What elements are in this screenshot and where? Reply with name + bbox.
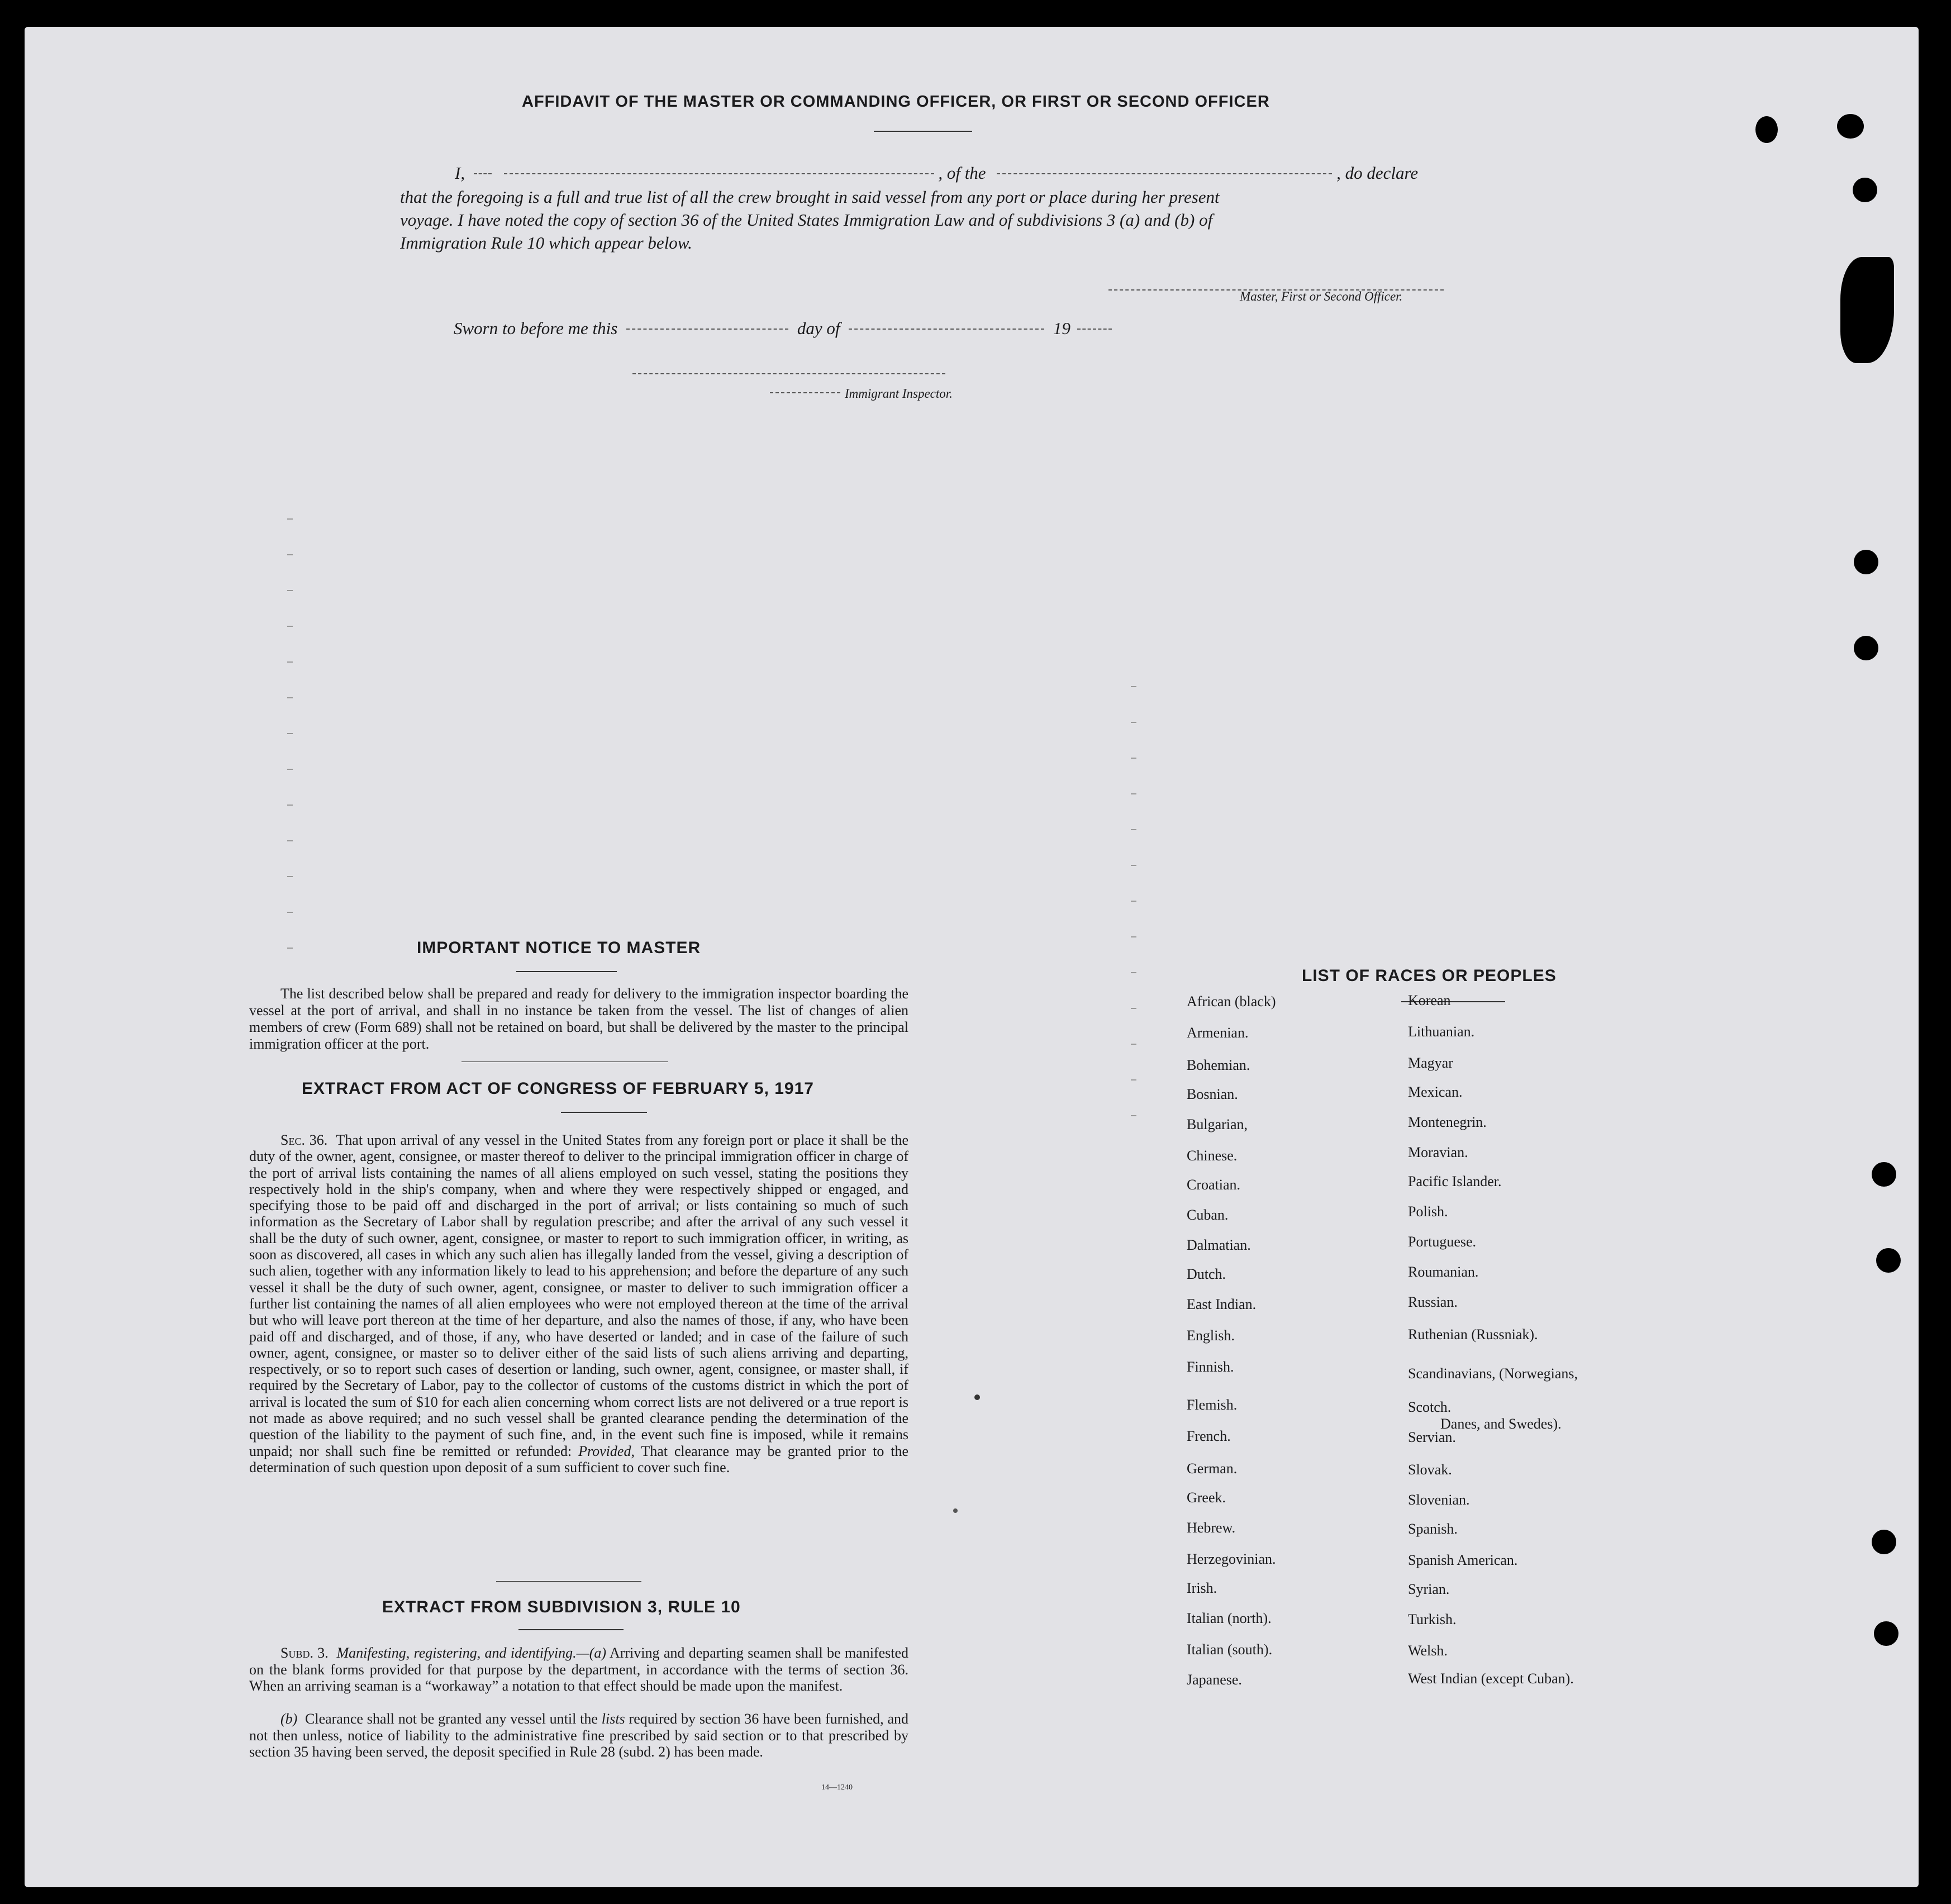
race-item: Italian (north). — [1187, 1610, 1272, 1626]
race-item: Herzegovinian. — [1187, 1551, 1276, 1567]
race-item: Armenian. — [1187, 1025, 1249, 1041]
subd-text-b1: Clearance shall not be granted any vessel until the — [305, 1711, 598, 1727]
margin-tick — [287, 805, 293, 806]
race-item: Bohemian. — [1187, 1057, 1250, 1073]
margin-tick — [287, 840, 293, 841]
race-item: Polish. — [1408, 1203, 1448, 1220]
affidavit-body-line-4: Immigration Rule 10 which appear below. — [400, 233, 692, 253]
do-declare-label: , do declare — [1336, 163, 1419, 183]
margin-tick — [1131, 758, 1136, 759]
affidavit-body-line-3: voyage. I have noted the copy of section 36 of the United States Immigration Law and of subdivisions 3 (a) and (b) of — [400, 210, 1213, 230]
provided-word: Provided, — [578, 1443, 635, 1459]
torn-edge-mark — [1840, 257, 1894, 363]
races-title: LIST OF RACES OR PEOPLES — [1302, 967, 1557, 985]
race-item: Roumanian. — [1408, 1264, 1479, 1280]
race-item: Hebrew. — [1187, 1520, 1236, 1536]
race-item: Portuguese. — [1408, 1234, 1477, 1250]
margin-tick — [287, 554, 293, 555]
margin-tick — [287, 661, 293, 663]
title-underline — [874, 131, 972, 132]
margin-tick — [287, 697, 293, 698]
i-label: I, — [455, 163, 465, 183]
punch-hole — [1876, 1248, 1901, 1273]
race-item: Bulgarian, — [1187, 1116, 1248, 1132]
margin-tick — [287, 876, 293, 877]
race-item: Pacific Islander. — [1408, 1173, 1502, 1189]
punch-hole — [1854, 636, 1878, 660]
race-item: Mexican. — [1408, 1084, 1463, 1100]
race-item: Croatian. — [1187, 1177, 1241, 1193]
race-item: Welsh. — [1408, 1643, 1448, 1659]
margin-tick — [1131, 1044, 1136, 1045]
race-item-continuation: Danes, and Swedes). — [1440, 1416, 1562, 1432]
race-item: Slovak. — [1408, 1462, 1452, 1478]
race-item: African (black) — [1187, 993, 1276, 1010]
race-item: Lithuanian. — [1408, 1024, 1475, 1040]
race-item: Russian. — [1408, 1294, 1458, 1310]
race-item: Scotch. — [1408, 1399, 1452, 1415]
race-item: Italian (south). — [1187, 1641, 1273, 1658]
act-divider — [496, 1581, 641, 1582]
margin-tick — [1131, 829, 1136, 830]
race-item: Greek. — [1187, 1489, 1226, 1506]
margin-tick — [1131, 972, 1136, 973]
sec-36-text: That upon arrival of any vessel in the United States from any foreign port or place it shall be the duty of the owner, agent, consignee, or master thereof to deliver to the principal immigration officer in charge of the port of arrival lists containing the names of all aliens employed on such vessel, stating the positions they respectively hold in the ship's company, when and where they were respectively shipped or engaged, and specifying those to be paid off and discharged in the port of arrival; or lists containing so much of such information as the Secretary of Labor shall by regulation prescribe; and after the arrival of any such vessel it shall be the duty of such owner, agent, consignee, or master to report to such immigration officer, in writing, as soon as discovered, all cases in which any such alien has illegally landed from the vessel, giving a description of such alien, together with any information likely to lead to his apprehension; and before the departure of any such vessel it shall be the duty of such owner, agent, consignee, or master to deliver to such immigration officer a further list containing the names of all alien employees who were not employed thereon at the time of the arrival but who will leave port thereon at the time of her departure, and also the names of those, if any, who have been paid off and discharged, and of those, if any, who have deserted or landed; and in case of the failure of such owner, agent, consignee, or master so to deliver either of the said lists of such aliens arriving and departing, respectively, or so to report such cases of desertion or landing, such owner, agent, consignee, or master shall, if required by the Secretary of Labor, pay to the collector of customs of the customs district in which the port of arrival is located the sum of $10 for each alien concerning whom correct lists are not delivered or a true report is not made as above required; and no such vessel shall be granted clearance pending the determination of the question of the liability to the payment of such fine, and, in the event such fine is imposed, while it remains unpaid; nor shall such fine be remitted or refunded: — [249, 1132, 909, 1459]
race-item: Japanese. — [1187, 1672, 1242, 1688]
act-text — [249, 1132, 908, 1475]
race-item: Turkish. — [1408, 1611, 1457, 1627]
sec-36-label: Sec. 36. — [280, 1132, 328, 1148]
margin-tick — [287, 590, 293, 591]
inspector-label: Immigrant Inspector. — [845, 387, 953, 401]
rule-text-b — [249, 1711, 908, 1760]
rule-title: EXTRACT FROM SUBDIVISION 3, RULE 10 — [382, 1598, 741, 1616]
margin-tick — [1131, 865, 1136, 866]
master-signature-label: Master, First or Second Officer. — [1240, 289, 1403, 303]
subd-text-a: Arriving and departing seamen shall be manifested on the blank forms provided for that purpose by the department, in accordance with the terms of section 36. When an arriving seaman is a “workaway” a notation to that effect should be made upon the manifest. — [249, 1645, 908, 1694]
month-field[interactable] — [849, 329, 1044, 330]
margin-tick — [287, 518, 293, 520]
ink-dot — [974, 1394, 980, 1400]
race-item: Slovenian. — [1408, 1492, 1470, 1508]
name-field[interactable] — [504, 173, 934, 174]
race-item: Magyar — [1408, 1055, 1453, 1071]
vessel-field[interactable] — [997, 173, 1332, 174]
punch-hole — [1872, 1530, 1896, 1554]
race-item: Cuban. — [1187, 1207, 1229, 1223]
race-item: Korean — [1408, 992, 1451, 1008]
sec-36-text-end: That clearance may be granted prior to the determination of such question upon deposit of a sum sufficient to cover such fine. — [249, 1443, 908, 1475]
race-item: French. — [1187, 1428, 1231, 1444]
affidavit-title: AFFIDAVIT OF THE MASTER OR COMMANDING OFFICER, OR FIRST OR SECOND OFFICER — [522, 93, 1270, 111]
margin-tick — [287, 769, 293, 770]
punch-hole — [1874, 1621, 1898, 1646]
act-title: EXTRACT FROM ACT OF CONGRESS OF FEBRUARY 5, 1917 — [302, 1079, 814, 1098]
race-item: Moravian. — [1408, 1144, 1468, 1160]
margin-tick — [1131, 793, 1136, 794]
year-prefix: 19 — [1053, 318, 1070, 338]
margin-tick — [1131, 1008, 1136, 1009]
affidavit-body — [400, 185, 1478, 254]
notice-title-underline — [516, 971, 617, 972]
margin-tick — [1131, 1115, 1136, 1116]
race-item: Spanish. — [1408, 1521, 1458, 1537]
affidavit-body-line-2: that the foregoing is a full and true list of all the crew brought in said vessel from any port or place during her present — [400, 187, 1220, 207]
of-the-label: , of the — [938, 163, 986, 183]
margin-tick — [287, 912, 293, 913]
sworn-prefix: Sworn to before me this — [454, 318, 618, 338]
punch-hole — [1853, 178, 1877, 202]
race-item: Spanish American. — [1408, 1552, 1518, 1568]
race-item: East Indian. — [1187, 1296, 1257, 1312]
subd-heading: Manifesting, registering, and identifying.—(a) — [336, 1645, 607, 1661]
race-item: Dalmatian. — [1187, 1237, 1251, 1253]
document-page — [25, 27, 1919, 1887]
margin-tick — [1131, 901, 1136, 902]
punch-hole — [1854, 550, 1878, 574]
act-title-underline — [561, 1112, 647, 1113]
subd-label: Subd. 3. — [280, 1645, 329, 1661]
margin-tick — [1131, 936, 1136, 937]
punch-hole — [1837, 114, 1864, 139]
ink-dot — [953, 1508, 958, 1513]
race-item: Finnish. — [1187, 1359, 1234, 1375]
form-number: 14—1240 — [821, 1783, 853, 1792]
margin-tick — [287, 733, 293, 734]
day-field[interactable] — [626, 329, 788, 330]
race-item: West Indian (except Cuban). — [1408, 1670, 1574, 1687]
race-item: English. — [1187, 1327, 1235, 1344]
race-item: Dutch. — [1187, 1266, 1226, 1282]
subd-text-b2: required by section 36 have been furnished, and not then unless, notice of liability to the administrative fine prescribed by said section or to that prescribed by section 35 having been served, the deposit specified in Rule 28 (subd. 2) has been made. — [249, 1711, 909, 1760]
race-item: Flemish. — [1187, 1397, 1238, 1413]
rule-title-underline — [518, 1629, 624, 1630]
margin-tick — [1131, 722, 1136, 723]
inspector-signature-line[interactable] — [632, 373, 945, 374]
punch-hole — [1755, 116, 1778, 143]
inspector-label-line — [770, 387, 953, 401]
day-of-label: day of — [797, 318, 840, 338]
year-field[interactable] — [1077, 329, 1112, 330]
race-item: German. — [1187, 1460, 1238, 1477]
race-item: Scandinavians, (Norwegians, — [1408, 1365, 1578, 1382]
rule-text-a — [249, 1645, 908, 1694]
race-item: Syrian. — [1408, 1581, 1450, 1597]
race-item: Irish. — [1187, 1580, 1217, 1596]
margin-tick — [1131, 686, 1136, 687]
race-item: Ruthenian (Russniak). — [1408, 1326, 1538, 1343]
race-item: Bosnian. — [1187, 1086, 1238, 1102]
race-item: Chinese. — [1187, 1148, 1238, 1164]
race-item: Montenegrin. — [1408, 1114, 1487, 1130]
sworn-line — [454, 318, 1112, 339]
margin-tick — [287, 626, 293, 627]
notice-text: The list described below shall be prepared and ready for delivery to the immigration inspector boarding the vessel at the port of arrival, and shall in no instance be taken from the vessel. The list of changes of alien members of crew (Form 689) shall not be retained on board, but shall be delivered by the master to the principal immigration officer at the port. — [249, 986, 908, 1052]
b-label: (b) — [280, 1711, 298, 1727]
notice-title: IMPORTANT NOTICE TO MASTER — [417, 939, 701, 957]
punch-hole — [1872, 1162, 1896, 1187]
affidavit-line-1 — [455, 163, 1418, 183]
margin-tick — [1131, 1079, 1136, 1080]
race-item: Servian. — [1408, 1429, 1456, 1445]
margin-tick — [287, 948, 293, 949]
lists-word: lists — [601, 1711, 625, 1727]
